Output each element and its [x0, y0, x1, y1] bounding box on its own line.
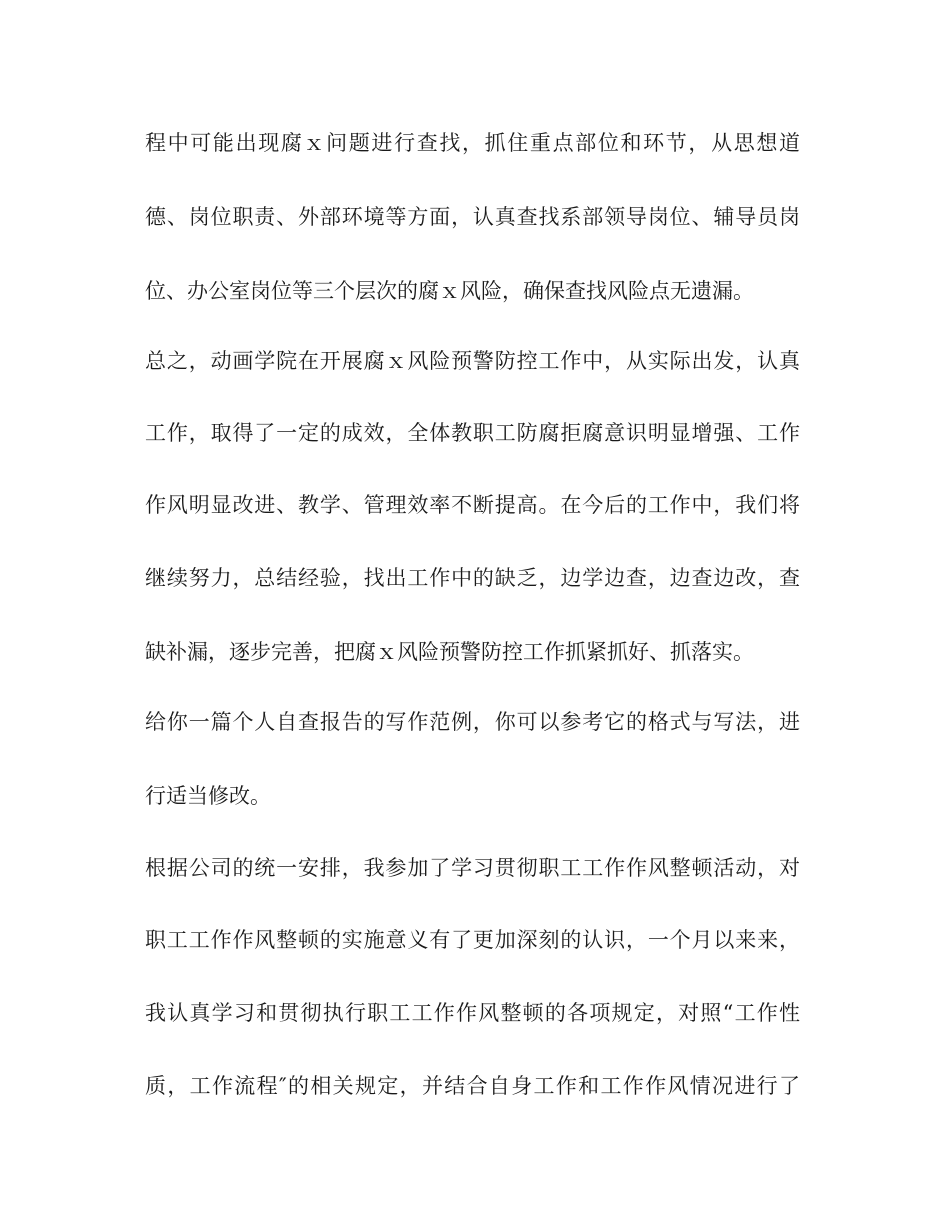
text-line-3: 位、办公室岗位等三个层次的腐ｘ风险，确保查找风险点无遗漏。 — [145, 279, 754, 303]
text-line-13: 我认真学习和贯彻执行职工工作作风整顿的各项规定，对照“工作性 — [145, 1001, 800, 1025]
text-line-11: 根据公司的统一安排，我参加了学习贯彻职工工作作风整顿活动，对 — [145, 856, 800, 880]
text-line-10: 行适当修改。 — [145, 784, 271, 808]
text-line-2: 德、岗位职责、外部环境等方面，认真查找系部领导岗位、辅导员岗 — [145, 205, 800, 229]
text-line-1: 程中可能出现腐ｘ问题进行查找，抓住重点部位和环节，从思想道 — [145, 131, 800, 155]
text-line-12: 职工工作作风整顿的实施意义有了更加深刻的认识，一个月以来来， — [145, 928, 800, 952]
text-line-8: 缺补漏，逐步完善，把腐ｘ风险预警防控工作抓紧抓好、抓落实。 — [145, 640, 754, 664]
text-line-14: 质，工作流程″的相关规定，并结合自身工作和工作作风情况进行了 — [145, 1074, 800, 1098]
text-line-5: 工作，取得了一定的成效，全体教职工防腐拒腐意识明显增强、工作 — [145, 421, 800, 445]
text-line-4: 总之，动画学院在开展腐ｘ风险预警防控工作中，从实际出发，认真 — [145, 349, 800, 373]
text-line-9: 给你一篇个人自查报告的写作范例，你可以参考它的格式与写法，进 — [145, 710, 800, 734]
text-line-7: 继续努力，总结经验，找出工作中的缺乏，边学边查，边查边改，查 — [145, 566, 800, 590]
text-line-6: 作风明显改进、教学、管理效率不断提高。在今后的工作中，我们将 — [145, 493, 800, 517]
